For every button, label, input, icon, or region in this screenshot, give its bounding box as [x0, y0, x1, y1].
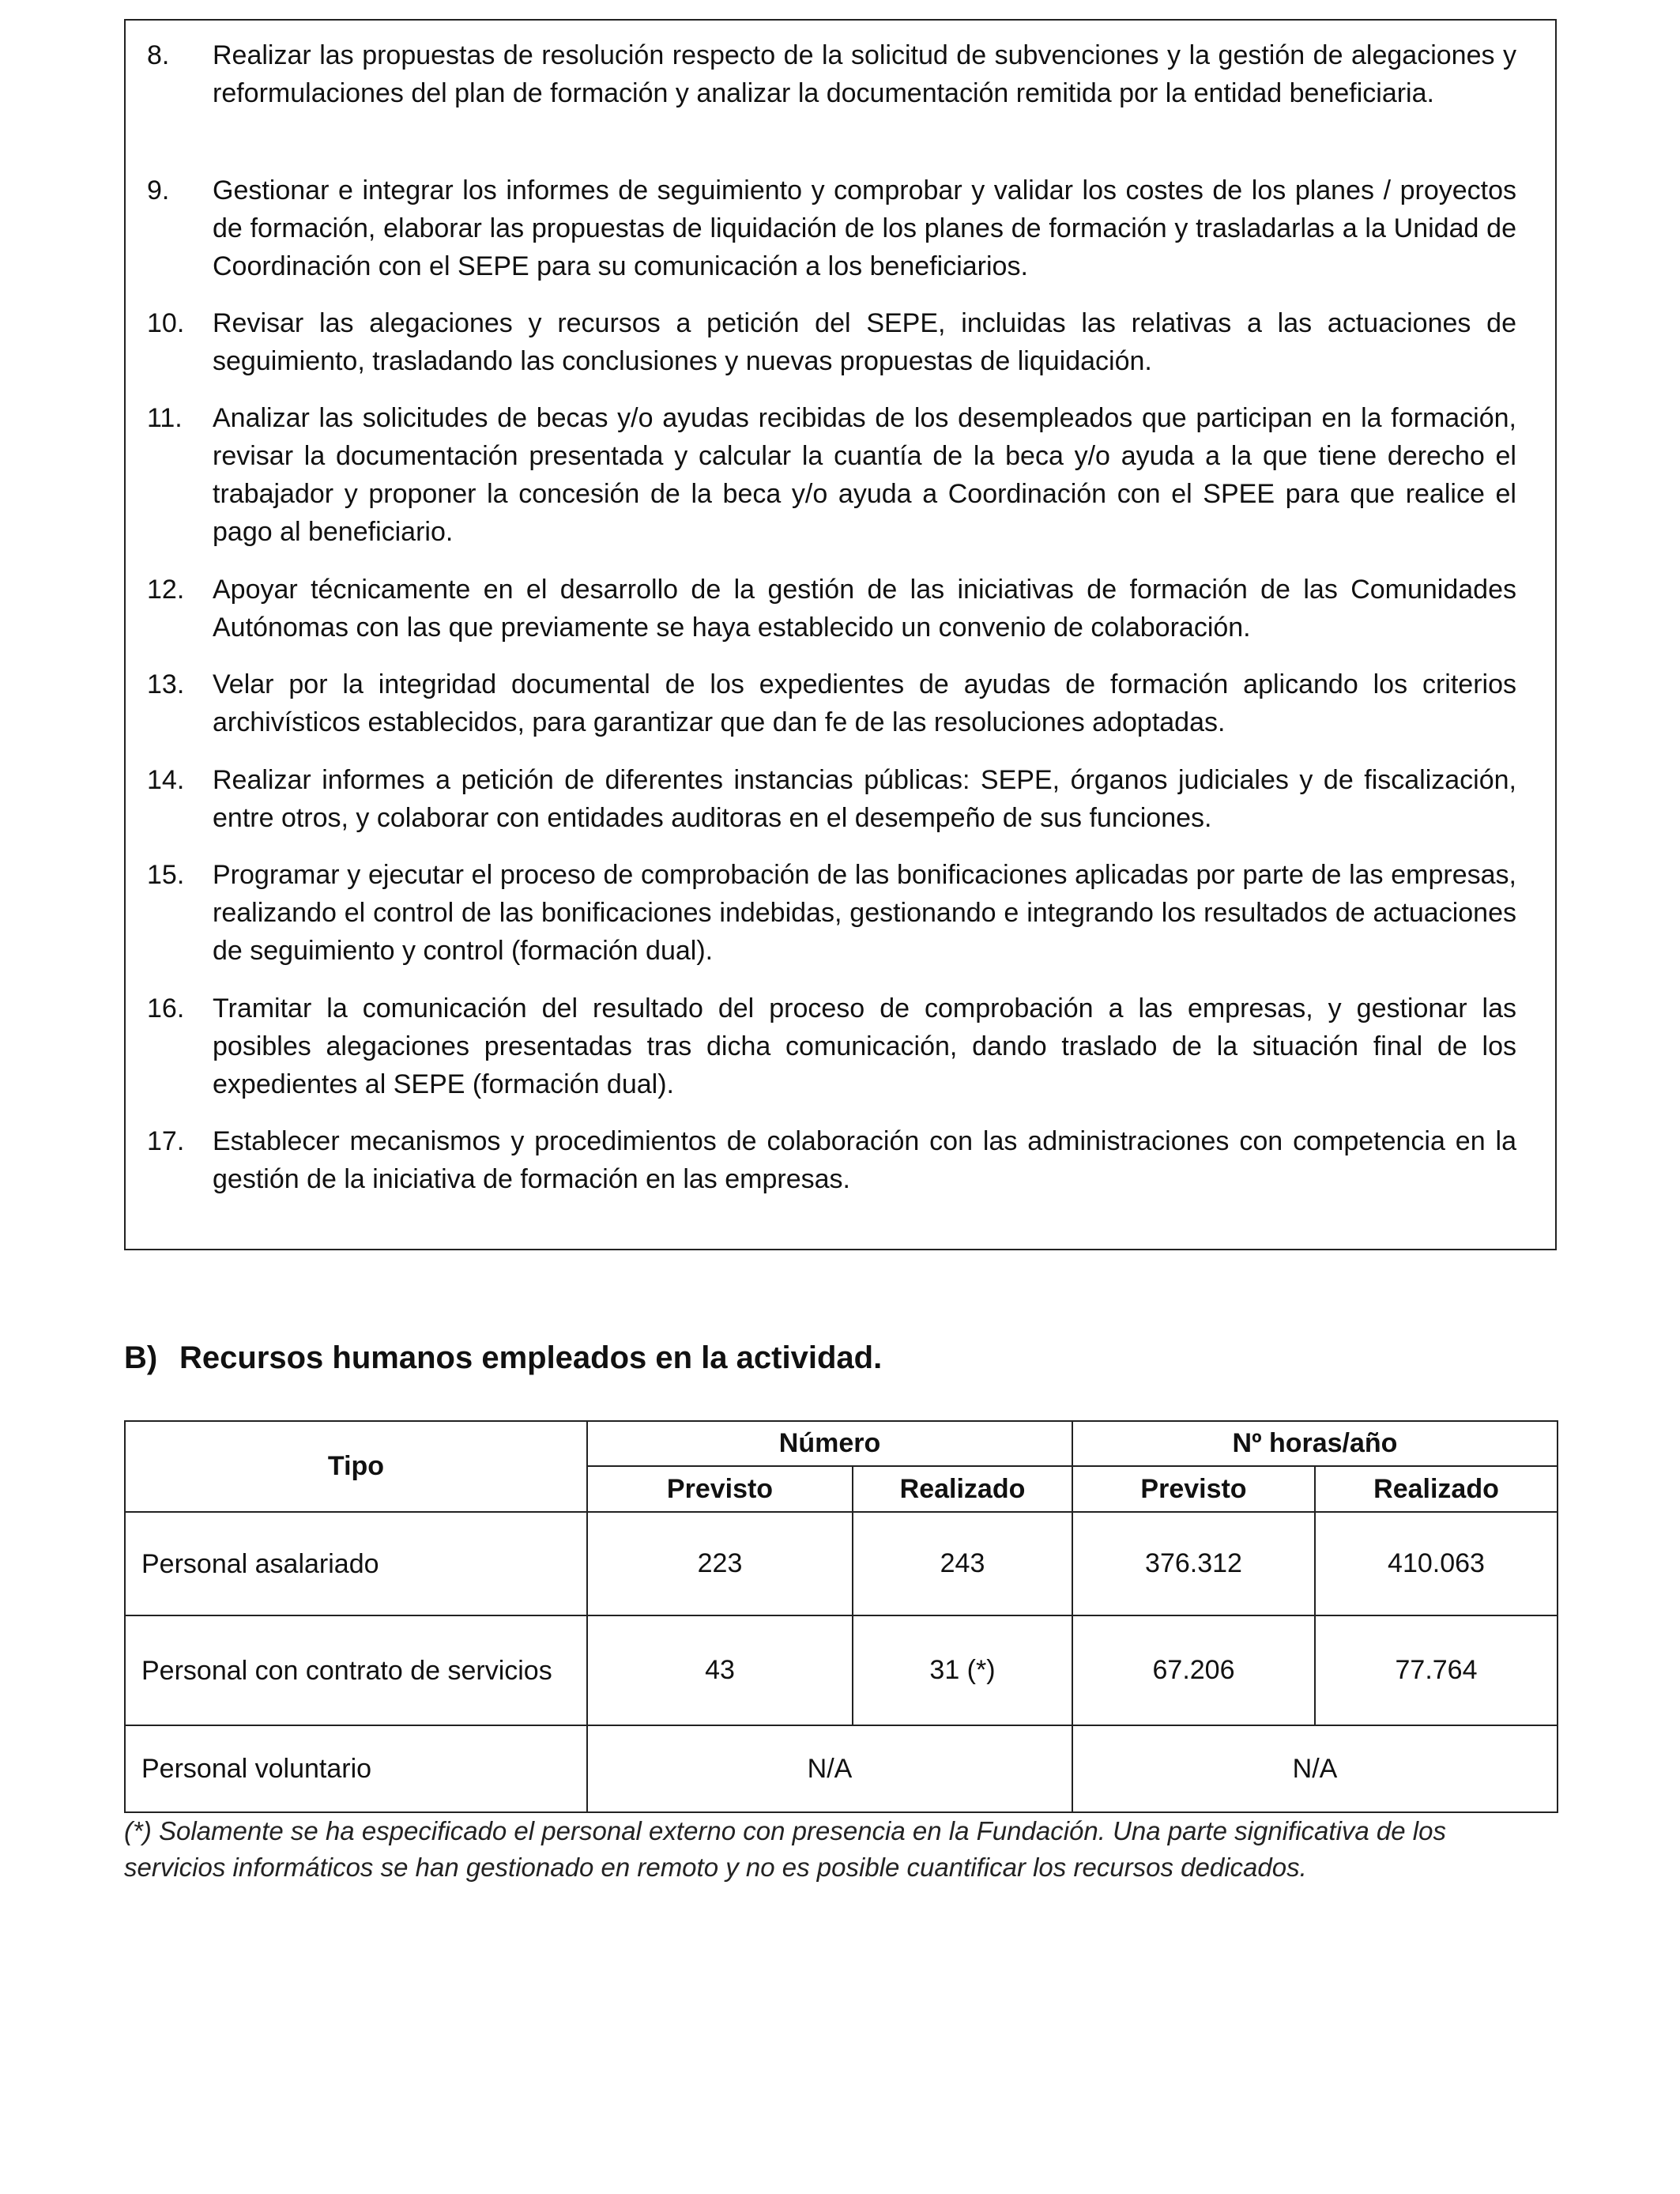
list-item-number: 15. — [147, 860, 185, 890]
list-item-number: 11. — [147, 403, 183, 433]
cell-num-previsto: 223 — [587, 1512, 853, 1615]
table-header-row — [125, 1421, 1558, 1466]
cell-tipo: Personal con contrato de servicios — [125, 1615, 587, 1725]
cell-num-previsto: 43 — [587, 1615, 853, 1725]
section-letter: B) — [124, 1340, 158, 1375]
header-horas-previsto: Previsto — [1072, 1466, 1315, 1512]
header-horas: Nº horas/año — [1072, 1421, 1558, 1466]
cell-horas-realizado: 410.063 — [1315, 1512, 1558, 1615]
list-item-text: Analizar las solicitudes de becas y/o ayudas recibidas de los desempleados que participan en la formación, revisar la documentación presentada y calcular la cuantía de la beca y/o ayuda a la que tiene derecho el trabajador y proponer la concesión de la beca y/o ayuda a Coordinación con el SPEE para que realice el pago al beneficiario. — [213, 403, 1516, 547]
table-row — [125, 1615, 1558, 1725]
cell-tipo: Personal voluntario — [125, 1725, 587, 1812]
list-item-number: 8. — [147, 40, 170, 70]
header-numero-previsto: Previsto — [587, 1466, 853, 1512]
list-item-text: Gestionar e integrar los informes de seguimiento y comprobar y validar los costes de los planes / proyectos de formación, elaborar las propuestas de liquidación de los planes de formación y trasladarlas a la Unidad de Coordinación con el SEPE para su comunicación a los beneficiarios. — [213, 175, 1516, 281]
list-item-text: Tramitar la comunicación del resultado del proceso de comprobación a las empresas, y gestionar las posibles alegaciones presentadas tras dicha comunicación, dando traslado de la situación final de los expedientes al SEPE (formación dual). — [213, 993, 1516, 1099]
cell-num-realizado: 243 — [853, 1512, 1072, 1615]
list-item-text: Realizar las propuestas de resolución respecto de la solicitud de subvenciones y la gestión de alegaciones y reformulaciones del plan de formación y analizar la documentación remitida por la entidad beneficiaria. — [213, 40, 1516, 108]
section-heading — [124, 1336, 882, 1380]
list-item-text: Apoyar técnicamente en el desarrollo de la gestión de las iniciativas de formación de las Comunidades Autónomas con las que previamente se haya establecido un convenio de colaboración. — [213, 575, 1516, 643]
list-item-number: 14. — [147, 765, 185, 795]
table-row — [125, 1725, 1558, 1812]
list-item-number: 17. — [147, 1126, 185, 1156]
human-resources-table — [124, 1420, 1558, 1813]
list-item-number: 12. — [147, 575, 185, 605]
header-numero-realizado: Realizado — [853, 1466, 1072, 1512]
list-item-number: 16. — [147, 993, 185, 1023]
cell-horas-realizado: 77.764 — [1315, 1615, 1558, 1725]
section-title: Recursos humanos empleados en la actividad. — [179, 1340, 883, 1375]
list-item-text: Establecer mecanismos y procedimientos de colaboración con las administraciones con competencia en la gestión de la iniciativa de formación en las empresas. — [213, 1126, 1516, 1194]
header-numero: Número — [587, 1421, 1072, 1466]
list-item-text: Revisar las alegaciones y recursos a petición del SEPE, incluidas las relativas a las actuaciones de seguimiento, trasladando las conclusiones y nuevas propuestas de liquidación. — [213, 308, 1516, 376]
cell-horas-previsto: 376.312 — [1072, 1512, 1315, 1615]
cell-num-realizado: 31 (*) — [853, 1615, 1072, 1725]
cell-tipo: Personal asalariado — [125, 1512, 587, 1615]
header-tipo: Tipo — [125, 1421, 587, 1512]
header-horas-realizado: Realizado — [1315, 1466, 1558, 1512]
list-item-number: 13. — [147, 669, 185, 699]
list-item-number: 9. — [147, 175, 170, 205]
functions-list-box — [124, 19, 1557, 1250]
list-item-number: 10. — [147, 308, 185, 338]
list-item-text: Realizar informes a petición de diferentes instancias públicas: SEPE, órganos judiciales y de fiscalización, entre otros, y colaborar con entidades auditoras en el desempeño de sus funciones. — [213, 765, 1516, 833]
list-item-text: Velar por la integridad documental de los expedientes de ayudas de formación aplicando los criterios archivísticos establecidos, para garantizar que dan fe de las resoluciones adoptadas. — [213, 669, 1516, 737]
cell-numero-merged: N/A — [587, 1725, 1072, 1812]
table-row — [125, 1512, 1558, 1615]
list-item-text: Programar y ejecutar el proceso de comprobación de las bonificaciones aplicadas por parte de las empresas, realizando el control de las bonificaciones indebidas, gestionando e integrando los resultados de actuaciones de seguimiento y control (formación dual). — [213, 860, 1516, 966]
cell-horas-merged: N/A — [1072, 1725, 1558, 1812]
footnote: (*) Solamente se ha especificado el personal externo con presencia en la Fundación. Una parte significativa de los servicios informáticos se han gestionado en remoto y no es posible cuantificar los recursos dedicados. — [124, 1816, 1446, 1882]
cell-horas-previsto: 67.206 — [1072, 1615, 1315, 1725]
